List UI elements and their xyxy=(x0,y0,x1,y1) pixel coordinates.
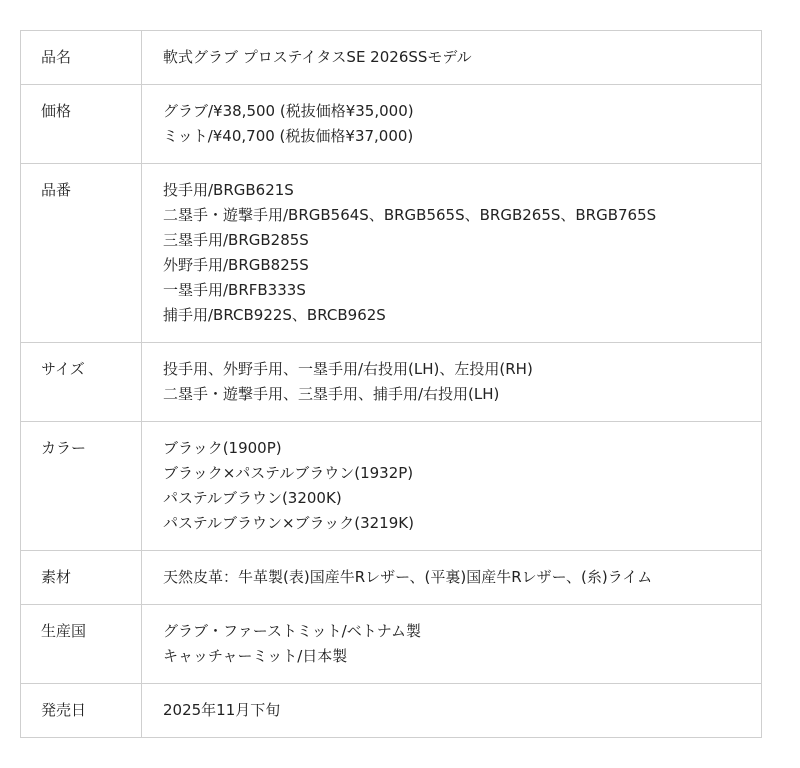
spec-label: 素材 xyxy=(21,551,142,605)
spec-label: 発売日 xyxy=(21,684,142,738)
spec-value xyxy=(142,343,762,422)
product-spec-table xyxy=(20,30,762,738)
spec-value xyxy=(142,551,762,605)
spec-value-line: 二塁手・遊撃手用/BRGB564S、BRGB565S、BRGB265S、BRGB765S xyxy=(163,206,657,224)
spec-value-line: パステルブラウン(3200K) xyxy=(163,489,342,507)
spec-value xyxy=(142,684,762,738)
spec-row-release-date xyxy=(21,684,762,738)
spec-value-line: パステルブラウン×ブラック(3219K) xyxy=(163,514,414,532)
spec-value-line: 外野手用/BRGB825S xyxy=(163,256,309,274)
spec-value-line: ブラック×パステルブラウン(1932P) xyxy=(163,464,414,482)
spec-value xyxy=(142,422,762,551)
spec-value-line: 2025年11月下旬 xyxy=(163,701,281,719)
spec-value-line: キャッチャーミット/日本製 xyxy=(163,647,348,665)
spec-row-model-number xyxy=(21,164,762,343)
spec-value-line: グラブ/¥38,500 (税抜価格¥35,000) xyxy=(163,102,414,120)
spec-value-line: 投手用/BRGB621S xyxy=(163,181,294,199)
spec-label: カラー xyxy=(21,422,142,551)
spec-value-line: 一塁手用/BRFB333S xyxy=(163,281,306,299)
spec-label: 品番 xyxy=(21,164,142,343)
spec-value-line: ブラック(1900P) xyxy=(163,439,282,457)
spec-row-size xyxy=(21,343,762,422)
spec-row-price xyxy=(21,85,762,164)
spec-value xyxy=(142,164,762,343)
spec-label: 品名 xyxy=(21,31,142,85)
spec-value-line: 天然皮革：牛革製(表)国産牛Rレザー、(平裏)国産牛Rレザー、(糸)ライム xyxy=(163,568,653,586)
spec-value-line: 三塁手用/BRGB285S xyxy=(163,231,309,249)
spec-value xyxy=(142,605,762,684)
spec-value xyxy=(142,31,762,85)
spec-value-line: グラブ・ファーストミット/ベトナム製 xyxy=(163,622,421,640)
spec-row-country xyxy=(21,605,762,684)
spec-label: サイズ xyxy=(21,343,142,422)
spec-value-line: 軟式グラブ プロステイタスSE 2026SSモデル xyxy=(163,48,472,66)
spec-value xyxy=(142,85,762,164)
spec-label: 価格 xyxy=(21,85,142,164)
spec-label: 生産国 xyxy=(21,605,142,684)
spec-row-material xyxy=(21,551,762,605)
spec-value-line: 投手用、外野手用、一塁手用/右投用(LH)、左投用(RH) xyxy=(163,360,533,378)
spec-value-line: ミット/¥40,700 (税抜価格¥37,000) xyxy=(163,127,414,145)
spec-value-line: 二塁手・遊撃手用、三塁手用、捕手用/右投用(LH) xyxy=(163,385,500,403)
spec-value-line: 捕手用/BRCB922S、BRCB962S xyxy=(163,306,386,324)
spec-row-color xyxy=(21,422,762,551)
spec-row-product-name xyxy=(21,31,762,85)
